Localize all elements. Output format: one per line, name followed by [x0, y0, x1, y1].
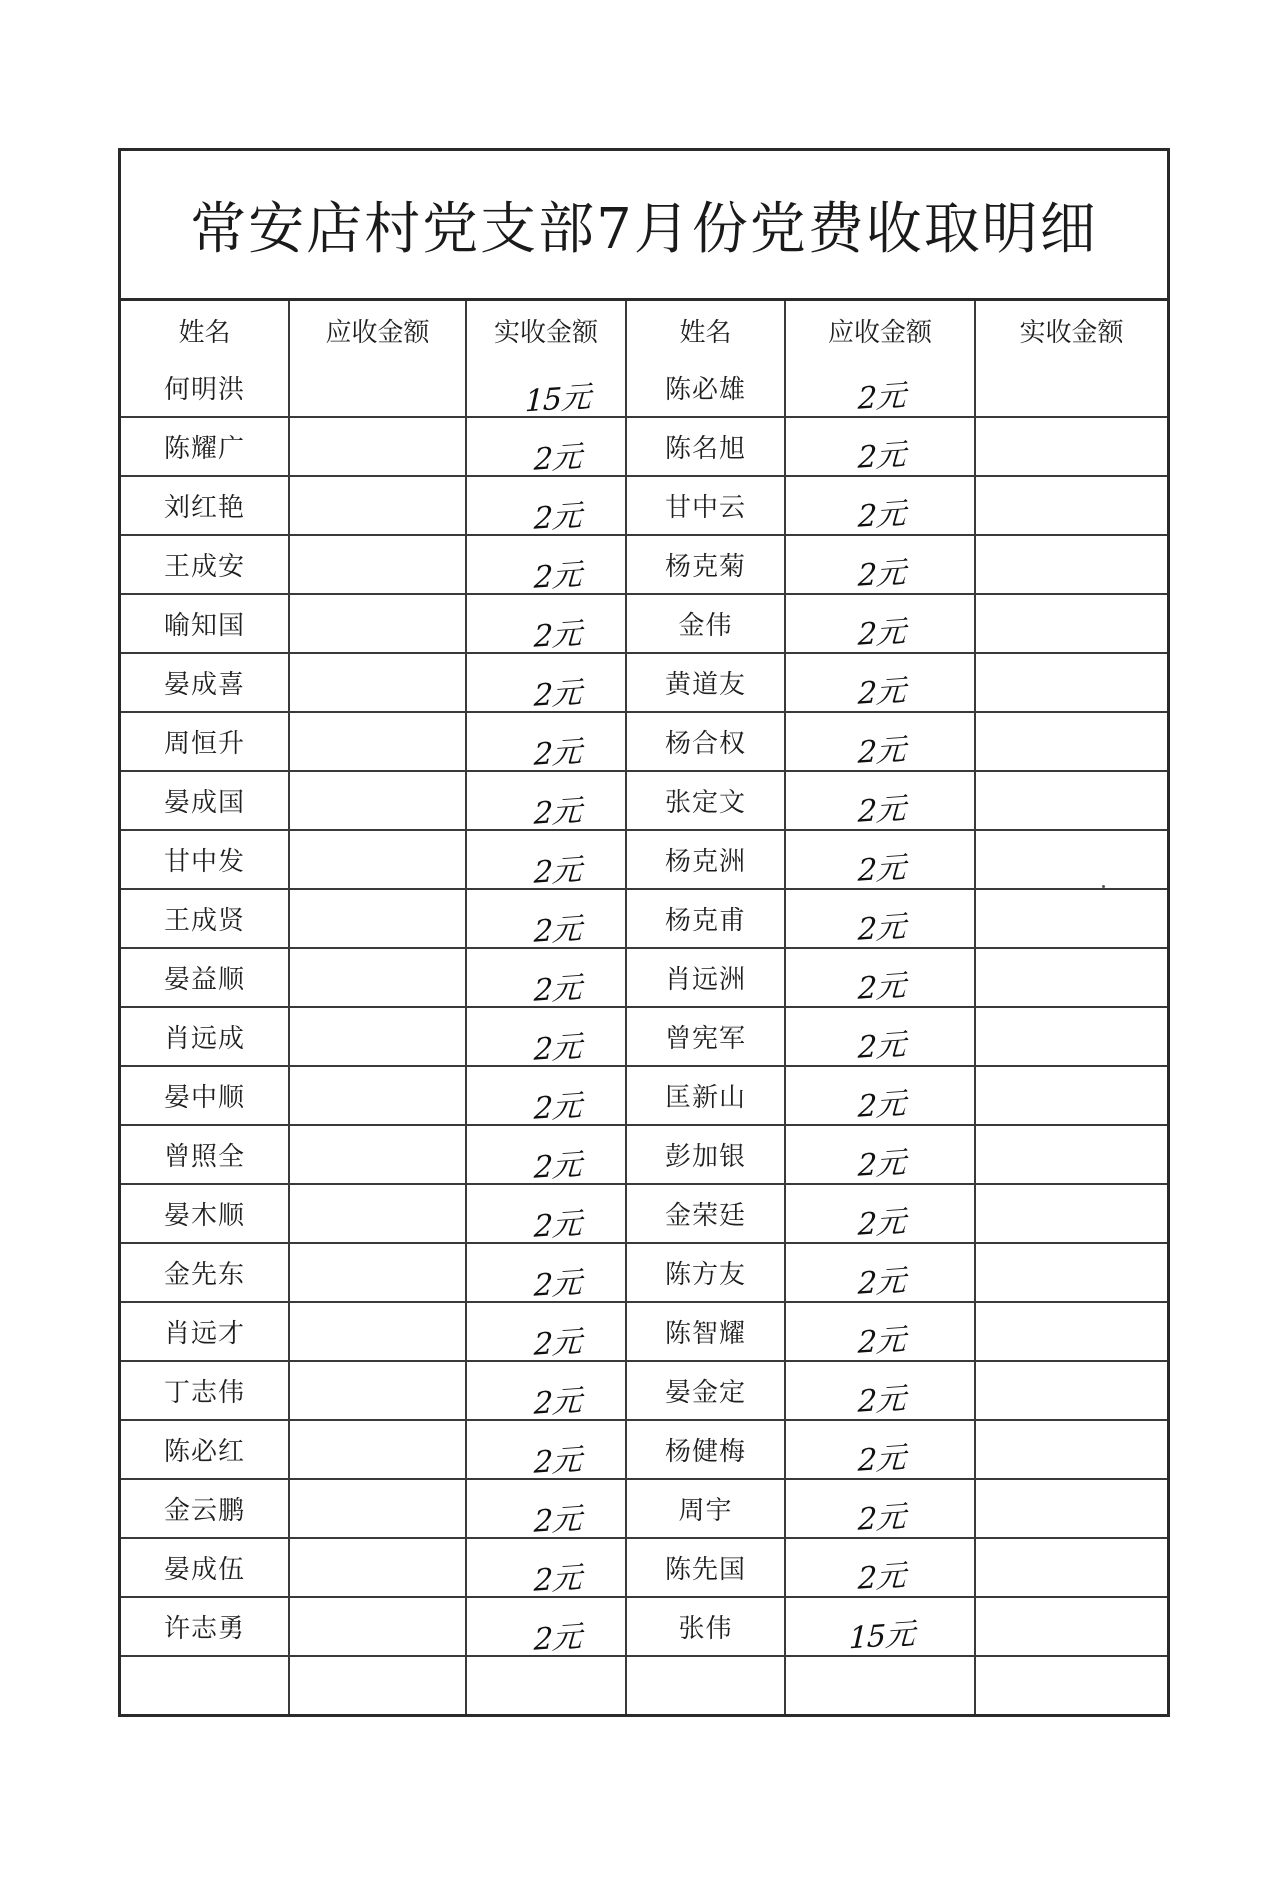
table-row: [121, 1420, 1167, 1479]
table-row: [121, 1479, 1167, 1538]
handwritten-amount: 2元: [533, 733, 582, 773]
table-row: [121, 1656, 1167, 1714]
cell-name2: 陈智耀: [626, 1302, 785, 1361]
cell-due2: [785, 1184, 975, 1243]
cell-due2: [785, 712, 975, 771]
header-paid-right: 实收金额: [1019, 317, 1124, 348]
fee-sheet: [118, 148, 1170, 1717]
handwritten-amount: 2元: [533, 497, 582, 537]
cell-paid2: [975, 771, 1167, 830]
cell-name2: 曾宪军: [626, 1007, 785, 1066]
cell-paid2: [975, 1656, 1167, 1714]
cell-paid1: [466, 1538, 626, 1597]
handwritten-amount: 2元: [533, 615, 582, 655]
cell-paid1: [466, 712, 626, 771]
table-row: [121, 1066, 1167, 1125]
cell-name2: 彭加银: [626, 1125, 785, 1184]
cell-name2: [626, 1656, 785, 1714]
handwritten-amount: 2元: [857, 908, 906, 948]
cell-name2: 陈必雄: [626, 359, 785, 417]
handwritten-amount: 2元: [533, 1382, 582, 1422]
cell-due2: [785, 476, 975, 535]
cell-paid1: [466, 535, 626, 594]
cell-name1: 何明洪: [121, 359, 289, 417]
cell-name2: 杨克洲: [626, 830, 785, 889]
cell-paid2: [975, 1597, 1167, 1656]
cell-name1: 晏益顺: [121, 948, 289, 1007]
cell-due1: [289, 1184, 466, 1243]
cell-due1: [289, 359, 466, 417]
handwritten-amount: 2元: [533, 851, 582, 891]
cell-name1: [121, 1656, 289, 1714]
handwritten-amount: 2元: [533, 1087, 582, 1127]
cell-name1: 肖远才: [121, 1302, 289, 1361]
cell-name1: 肖远成: [121, 1007, 289, 1066]
cell-paid1: [466, 1420, 626, 1479]
header-paid-left: 实收金额: [466, 301, 626, 359]
handwritten-amount: 2元: [533, 1500, 582, 1540]
header-due-left: 应收金额: [289, 301, 466, 359]
table-row: [121, 1243, 1167, 1302]
cell-name1: 周恒升: [121, 712, 289, 771]
cell-paid2: [975, 417, 1167, 476]
cell-name2: 金伟: [626, 594, 785, 653]
cell-paid1: [466, 889, 626, 948]
cell-paid1: [466, 417, 626, 476]
cell-paid1: [466, 1302, 626, 1361]
cell-due2: [785, 653, 975, 712]
handwritten-amount: 2元: [857, 495, 906, 535]
cell-due2: [785, 771, 975, 830]
cell-name1: 甘中发: [121, 830, 289, 889]
table-row: [121, 1125, 1167, 1184]
cell-name2: 杨健梅: [626, 1420, 785, 1479]
table-row: [121, 359, 1167, 417]
cell-due2: [785, 417, 975, 476]
table-row: [121, 1597, 1167, 1656]
table-row: [121, 1184, 1167, 1243]
table-row: [121, 830, 1167, 889]
handwritten-amount: 2元: [533, 1264, 582, 1304]
cell-name1: 丁志伟: [121, 1361, 289, 1420]
cell-name2: 张定文: [626, 771, 785, 830]
cell-due2: [785, 1420, 975, 1479]
handwritten-amount: 2元: [533, 1441, 582, 1481]
handwritten-amount: 2元: [857, 1557, 906, 1597]
handwritten-amount: 2元: [857, 790, 906, 830]
handwritten-amount: 2元: [857, 1380, 906, 1420]
cell-due1: [289, 771, 466, 830]
cell-name1: 晏成伍: [121, 1538, 289, 1597]
cell-name2: 金荣廷: [626, 1184, 785, 1243]
table-row: [121, 1361, 1167, 1420]
cell-paid2: [975, 535, 1167, 594]
cell-due1: [289, 1597, 466, 1656]
cell-name2: 甘中云: [626, 476, 785, 535]
cell-due1: [289, 1302, 466, 1361]
cell-due2: [785, 535, 975, 594]
cell-due2: [785, 948, 975, 1007]
handwritten-amount: 2元: [857, 731, 906, 771]
cell-due2: [785, 889, 975, 948]
cell-paid1: [466, 1243, 626, 1302]
cell-paid2: [975, 1302, 1167, 1361]
paper-speck: [1102, 885, 1105, 888]
handwritten-amount: 2元: [533, 674, 582, 714]
cell-due2: [785, 1597, 975, 1656]
handwritten-amount: 2元: [533, 792, 582, 832]
cell-due1: [289, 889, 466, 948]
cell-name2: 黄道友: [626, 653, 785, 712]
handwritten-amount: 2元: [533, 1205, 582, 1245]
cell-due1: [289, 653, 466, 712]
handwritten-amount: 2元: [533, 438, 582, 478]
table-row: [121, 948, 1167, 1007]
cell-name1: 曾照全: [121, 1125, 289, 1184]
cell-due1: [289, 830, 466, 889]
table-row: [121, 535, 1167, 594]
handwritten-amount: 2元: [533, 556, 582, 596]
cell-due2: [785, 1302, 975, 1361]
cell-name2: 陈名旭: [626, 417, 785, 476]
cell-due2: [785, 359, 975, 417]
cell-due1: [289, 1656, 466, 1714]
handwritten-amount: 2元: [857, 1262, 906, 1302]
cell-paid1: [466, 476, 626, 535]
cell-paid1: [466, 1597, 626, 1656]
cell-name1: 晏成国: [121, 771, 289, 830]
cell-paid2: [975, 594, 1167, 653]
cell-due2: [785, 1656, 975, 1714]
handwritten-amount: 2元: [857, 1321, 906, 1361]
cell-paid1: [466, 1125, 626, 1184]
table-body: [121, 359, 1167, 1714]
cell-due2: [785, 1361, 975, 1420]
handwritten-amount: 2元: [533, 969, 582, 1009]
header-due-right: 应收金额: [785, 301, 975, 359]
cell-paid2: [975, 712, 1167, 771]
cell-paid2: [975, 1184, 1167, 1243]
cell-paid2: [975, 1420, 1167, 1479]
cell-paid2: [975, 359, 1167, 417]
table-row: [121, 653, 1167, 712]
cell-paid2: [975, 1125, 1167, 1184]
fee-table: [121, 301, 1167, 1714]
cell-due1: [289, 1479, 466, 1538]
cell-paid2: [975, 1538, 1167, 1597]
handwritten-amount: 2元: [857, 1144, 906, 1184]
cell-name1: 金先东: [121, 1243, 289, 1302]
cell-due1: [289, 594, 466, 653]
cell-due2: [785, 1125, 975, 1184]
cell-due1: [289, 1066, 466, 1125]
handwritten-amount: 15元: [524, 379, 592, 419]
cell-name2: 杨合权: [626, 712, 785, 771]
cell-name1: 刘红艳: [121, 476, 289, 535]
cell-paid1: [466, 1656, 626, 1714]
cell-due2: [785, 1007, 975, 1066]
table-row: [121, 476, 1167, 535]
table-row: [121, 889, 1167, 948]
cell-due1: [289, 948, 466, 1007]
sheet-title: 常安店村党支部7月份党费收取明细: [121, 151, 1167, 301]
cell-name2: 陈先国: [626, 1538, 785, 1597]
cell-name2: 张伟: [626, 1597, 785, 1656]
table-row: [121, 771, 1167, 830]
header-name-right: 姓名: [626, 301, 785, 359]
cell-paid1: [466, 948, 626, 1007]
cell-paid1: [466, 594, 626, 653]
cell-name2: 晏金定: [626, 1361, 785, 1420]
handwritten-amount: 2元: [857, 1026, 906, 1066]
header-row: [121, 301, 1167, 359]
cell-due1: [289, 1538, 466, 1597]
cell-paid2: [975, 889, 1167, 948]
cell-name2: 杨克甫: [626, 889, 785, 948]
cell-due2: [785, 594, 975, 653]
handwritten-amount: 2元: [533, 1323, 582, 1363]
handwritten-amount: 2元: [857, 1439, 906, 1479]
handwritten-amount: 2元: [857, 672, 906, 712]
table-row: [121, 594, 1167, 653]
table-row: [121, 1302, 1167, 1361]
cell-name1: 晏成喜: [121, 653, 289, 712]
cell-due1: [289, 1243, 466, 1302]
cell-name1: 金云鹏: [121, 1479, 289, 1538]
cell-due1: [289, 712, 466, 771]
cell-paid1: [466, 771, 626, 830]
cell-due2: [785, 830, 975, 889]
cell-due1: [289, 535, 466, 594]
cell-name1: 王成贤: [121, 889, 289, 948]
table-row: [121, 1007, 1167, 1066]
cell-name2: 肖远洲: [626, 948, 785, 1007]
cell-paid1: [466, 1479, 626, 1538]
cell-name1: 晏中顺: [121, 1066, 289, 1125]
cell-paid1: [466, 1184, 626, 1243]
handwritten-amount: 2元: [857, 613, 906, 653]
handwritten-amount: 2元: [857, 967, 906, 1007]
cell-paid1: [466, 1361, 626, 1420]
cell-paid1: [466, 653, 626, 712]
cell-name1: 陈必红: [121, 1420, 289, 1479]
cell-due1: [289, 417, 466, 476]
handwritten-amount: 2元: [533, 1146, 582, 1186]
table-row: [121, 417, 1167, 476]
cell-name1: 许志勇: [121, 1597, 289, 1656]
cell-due1: [289, 1007, 466, 1066]
cell-paid2: [975, 1007, 1167, 1066]
cell-due2: [785, 1066, 975, 1125]
handwritten-amount: 2元: [533, 1028, 582, 1068]
cell-due1: [289, 1361, 466, 1420]
cell-paid2: [975, 653, 1167, 712]
handwritten-amount: 2元: [857, 849, 906, 889]
handwritten-amount: 2元: [533, 1559, 582, 1599]
cell-paid1: [466, 359, 626, 417]
cell-paid2: [975, 1066, 1167, 1125]
cell-paid2: [975, 1243, 1167, 1302]
cell-due2: [785, 1243, 975, 1302]
table-row: [121, 1538, 1167, 1597]
cell-name1: 喻知国: [121, 594, 289, 653]
cell-paid1: [466, 830, 626, 889]
cell-name1: 王成安: [121, 535, 289, 594]
cell-name1: 陈耀广: [121, 417, 289, 476]
cell-due1: [289, 476, 466, 535]
cell-due2: [785, 1538, 975, 1597]
handwritten-amount: 2元: [857, 1085, 906, 1125]
cell-due2: [785, 1479, 975, 1538]
cell-paid2: [975, 476, 1167, 535]
handwritten-amount: 2元: [857, 436, 906, 476]
handwritten-amount: 2元: [857, 1203, 906, 1243]
handwritten-amount: 2元: [857, 1498, 906, 1538]
cell-paid1: [466, 1066, 626, 1125]
cell-paid2: [975, 1479, 1167, 1538]
handwritten-amount: 15元: [848, 1616, 916, 1656]
cell-name1: 晏木顺: [121, 1184, 289, 1243]
handwritten-amount: 2元: [857, 554, 906, 594]
cell-paid2: [975, 830, 1167, 889]
handwritten-amount: 2元: [533, 1618, 582, 1658]
cell-due1: [289, 1125, 466, 1184]
table-row: [121, 712, 1167, 771]
handwritten-amount: 2元: [857, 377, 906, 417]
cell-name2: 匡新山: [626, 1066, 785, 1125]
cell-paid2: [975, 948, 1167, 1007]
cell-name2: 周宇: [626, 1479, 785, 1538]
cell-name2: 杨克菊: [626, 535, 785, 594]
handwritten-amount: 2元: [533, 910, 582, 950]
cell-paid1: [466, 1007, 626, 1066]
cell-name2: 陈方友: [626, 1243, 785, 1302]
header-name-left: 姓名: [121, 301, 289, 359]
cell-due1: [289, 1420, 466, 1479]
cell-paid2: [975, 1361, 1167, 1420]
